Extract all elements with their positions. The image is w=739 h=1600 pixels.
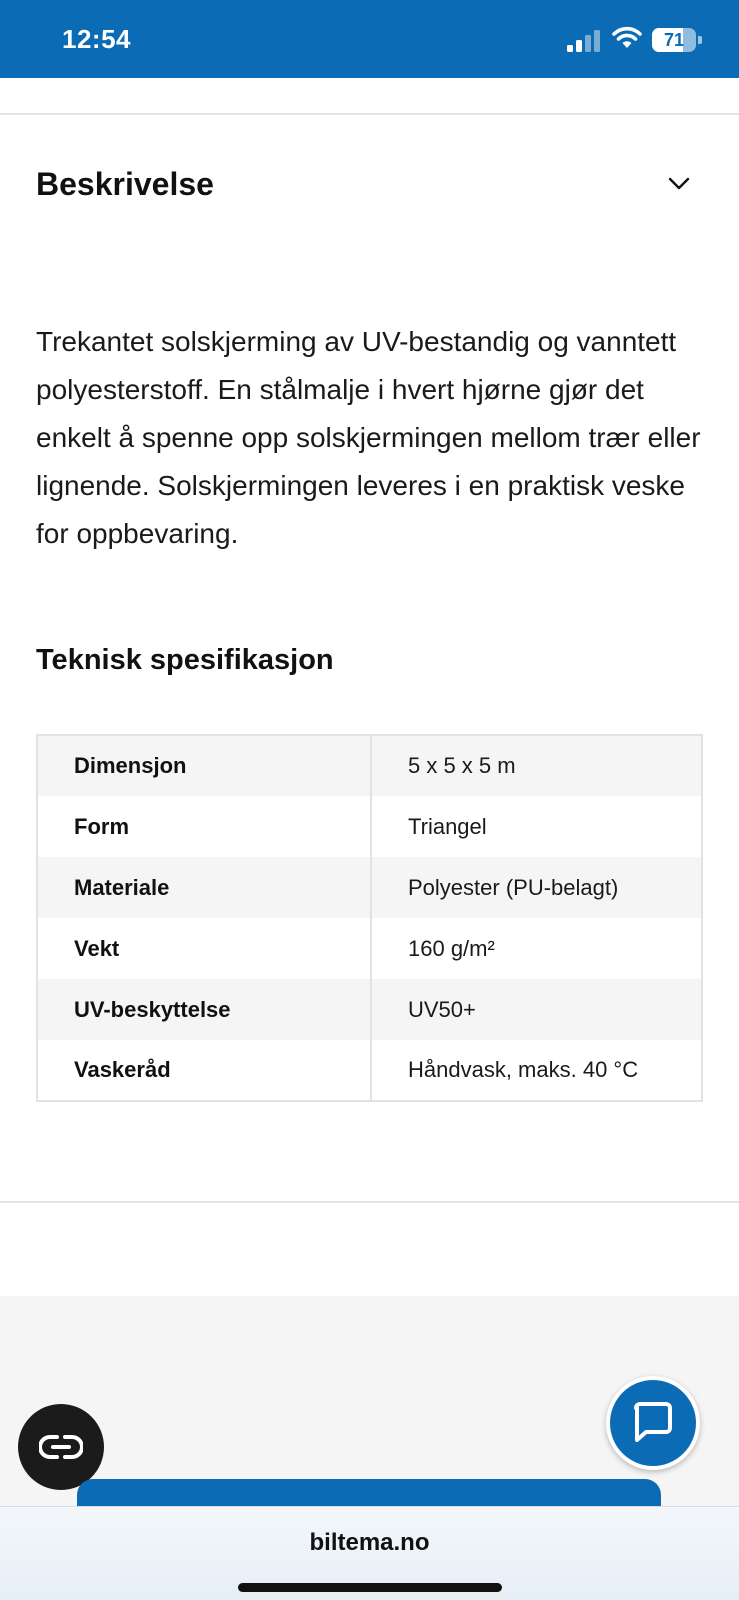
table-row [37, 1040, 702, 1101]
battery-tip [698, 36, 702, 44]
section-divider-top [0, 113, 739, 115]
spec-label: Form [37, 796, 371, 857]
spec-value: 5 x 5 x 5 m [371, 735, 702, 796]
status-time: 12:54 [62, 24, 131, 54]
description-text: Trekantet solskjerming av UV-bestandig og vanntett polyesterstoff. En stålmalje i hvert hjørne gjør det enkelt å spenne opp solskjermingen mellom trær eller lignende. Solskjermingen leveres i en praktisk veske for oppbevaring. [36, 326, 701, 549]
battery-body [652, 28, 696, 52]
section-divider-bottom [0, 1201, 739, 1203]
spec-value: UV50+ [371, 979, 702, 1040]
battery-level: 71 [663, 30, 685, 50]
chat-bubble-icon [630, 1400, 676, 1446]
spec-label: Materiale [37, 857, 371, 918]
spec-label: Dimensjon [37, 735, 371, 796]
url-text[interactable]: biltema.no [309, 1529, 430, 1556]
spec-label: Vekt [37, 918, 371, 979]
spec-table [36, 734, 703, 1102]
description-title: Beskrivelse [36, 166, 214, 202]
table-row [37, 735, 702, 796]
spec-title: Teknisk spesifikasjon [36, 644, 334, 676]
battery-icon [652, 28, 702, 52]
spec-value: Triangel [371, 796, 702, 857]
signal-icon [567, 30, 603, 52]
table-row [37, 857, 702, 918]
link-icon [39, 1433, 83, 1461]
link-button[interactable] [18, 1404, 104, 1490]
spec-value: 160 g/m² [371, 918, 702, 979]
spec-label: Vaskeråd [37, 1040, 371, 1101]
home-indicator[interactable] [238, 1583, 502, 1592]
spec-value: Håndvask, maks. 40 °C [371, 1040, 702, 1101]
chat-button[interactable] [606, 1376, 700, 1470]
spec-value: Polyester (PU-belagt) [371, 857, 702, 918]
wifi-icon [612, 26, 642, 50]
description-accordion-header[interactable] [0, 140, 739, 230]
chevron-down-icon[interactable] [666, 170, 692, 196]
table-row [37, 918, 702, 979]
status-bar [0, 0, 739, 78]
table-row [37, 979, 702, 1040]
table-row [37, 796, 702, 857]
spec-label: UV-beskyttelse [37, 979, 371, 1040]
browser-url-bar[interactable] [0, 1506, 739, 1600]
